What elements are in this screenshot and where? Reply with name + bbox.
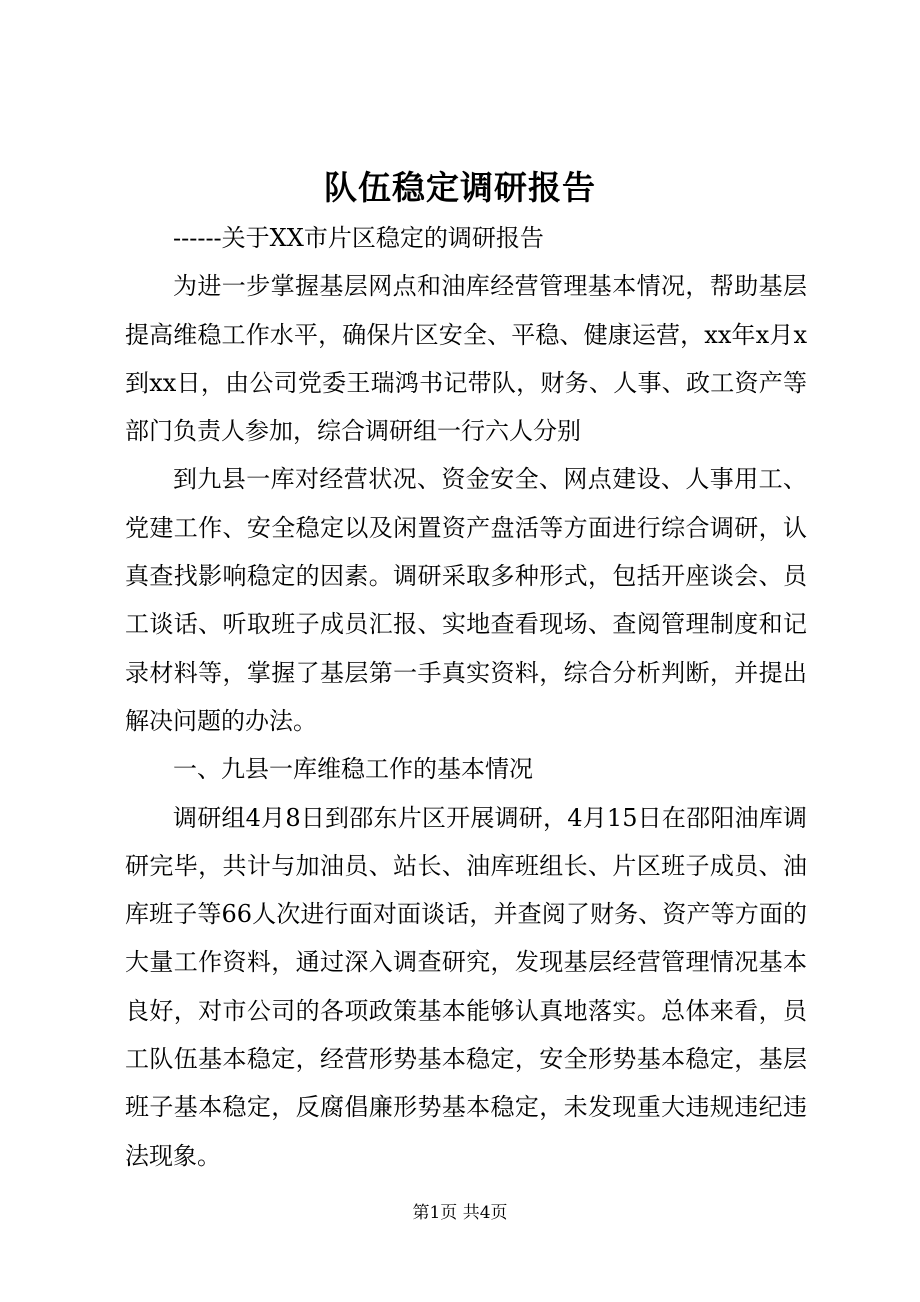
subtitle: ------关于XX市片区稳定的调研报告 [173,224,544,252]
paragraph-findings: 调研组4月8日到邵东片区开展调研，4月15日在邵阳油库调研完毕，共计与加油员、站长、油库班组长、片区班子成员、油库班子等66人次进行面对面谈话，并查阅了财务、资产等方面的大量工作资料，通过深入调查研究，发现基层经营管理情况基本良好，对市公司的各项政策基本能够认真地落实。总体来看，员工队伍基本稳定，经营形势基本稳定，安全形势基本稳定，基层班子基本稳定，反腐倡廉形势基本稳定，未发现重大违规违纪违法现象。 [125,803,807,1170]
document-title: 队伍稳定调研报告 [324,168,596,207]
page-number-footer: 第1页 共4页 [412,1203,508,1223]
document-body [125,214,807,1180]
section-heading: 一、九县一库维稳工作的基本情况 [173,755,533,784]
paragraph-investigation: 到九县一库对经营状况、资金安全、网点建设、人事用工、党建工作、安全稳定以及闲置资产盘活等方面进行综合调研，认真查找影响稳定的因素。调研采取多种形式，包括开座谈会、员工谈话、听取班子成员汇报、实地查看现场、查阅管理制度和记录材料等，掌握了基层第一手真实资料，综合分析判断，并提出解决问题的办法。 [125,465,807,735]
paragraph-intro: 为进一步掌握基层网点和油库经营管理基本情况，帮助基层提高维稳工作水平，确保片区安全、平稳、健康运营，xx年x月x到xx日，由公司党委王瑞鸿书记带队，财务、人事、政工资产等部门负责人参加，综合调研组一行六人分别 [125,272,807,446]
